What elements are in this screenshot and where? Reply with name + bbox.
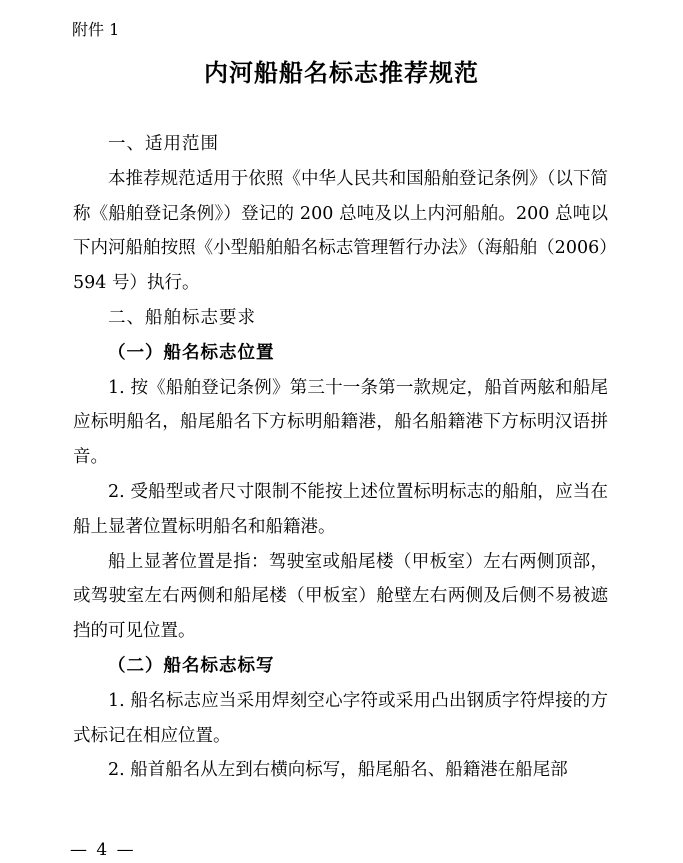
subsection-heading-position: （一）船名标志位置 (108, 342, 275, 363)
paragraph-scope-text: 本推荐规范适用于依照《中华人民共和国船舶登记条例》（以下简称《船舶登记条例》）登记的 200 总吨及以上内河船舶。200 总吨以下内河船舶按照《小型船舶船名标志管理暂行办法》（海船舶（2006）594 号）执行。 (73, 168, 608, 294)
paragraph-marking-2: 2. 船首船名从左到右横向标写，船尾船名、船籍港在船尾部 (108, 760, 568, 781)
document-title: 内河船船名标志推荐规范 (204, 58, 479, 87)
subsection-heading-marking: （二）船名标志标写 (108, 655, 275, 676)
paragraph-position-definition: 船上显著位置是指：驾驶室或船尾楼（甲板室）左右两侧顶部，或驾驶室左右两侧和船尾楼（甲板室）舱壁左右两侧及后侧不易被遮挡的可见位置。 (73, 551, 608, 642)
attachment-label: 附件 1 (72, 20, 120, 39)
paragraph-marking-1: 1. 船名标志应当采用焊刻空心字符或采用凸出钢质字符焊接的方式标记在相应位置。 (73, 690, 608, 746)
section-heading-scope: 一、适用范围 (108, 134, 219, 154)
page-number: — 4 — (70, 840, 136, 860)
section-heading-requirements: 二、船舶标志要求 (108, 307, 256, 328)
document-body (73, 127, 608, 788)
paragraph-position-2: 2. 受船型或者尺寸限制不能按上述位置标明标志的船舶，应当在船上显著位置标明船名和船籍港。 (73, 481, 608, 537)
paragraph-position-1: 1. 按《船舶登记条例》第三十一条第一款规定，船首两舷和船尾应标明船名，船尾船名下方标明船籍港，船名船籍港下方标明汉语拼音。 (73, 377, 608, 468)
